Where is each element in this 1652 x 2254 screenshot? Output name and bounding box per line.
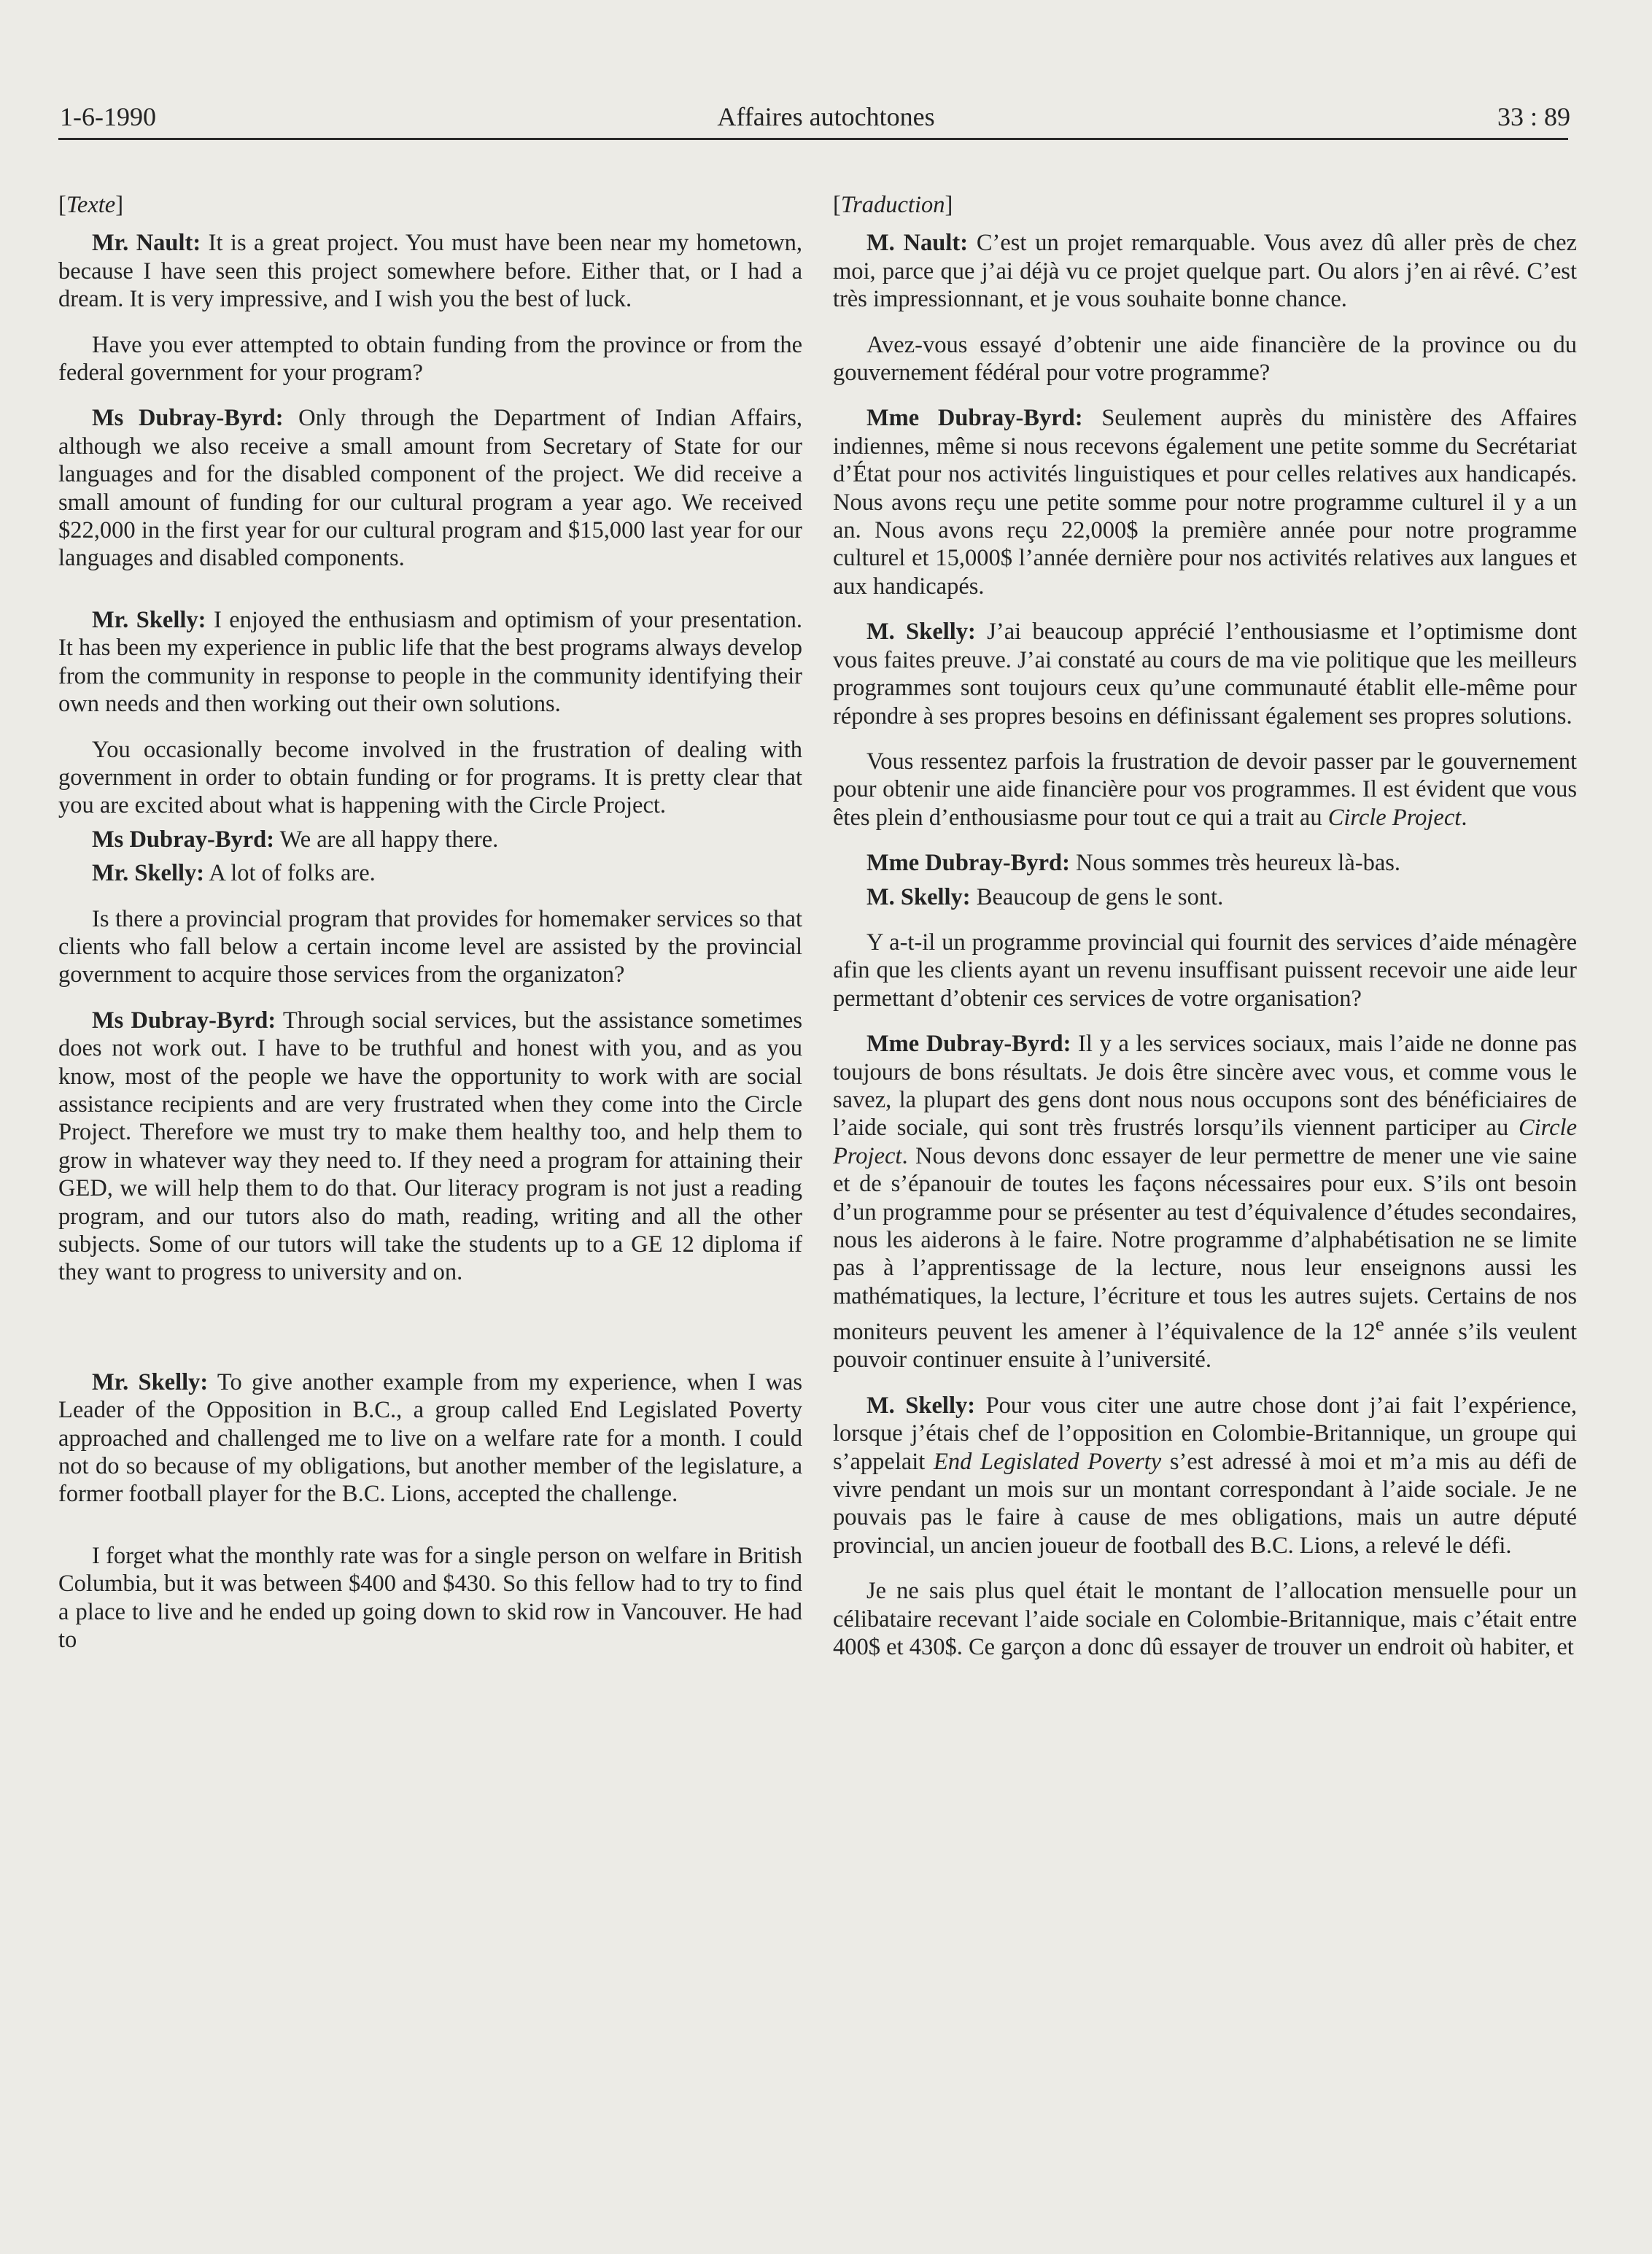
- paragraph: [833, 883, 1577, 911]
- speech-text: C’est un projet remarquable. Vous avez dû aller près de chez moi, parce que j’ai déjà vu ce projet quelque part. Ou alors j’en ai rêvé. C’est très impressionnant, et je vous souhaite bonne chance.: [833, 230, 1577, 313]
- speaker: Mme Dubray-Byrd:: [866, 405, 1083, 432]
- paragraph: [58, 606, 802, 719]
- english-column: [58, 191, 802, 1671]
- header-date: 1-6-1990: [60, 102, 156, 131]
- speech-text: Il y a les services sociaux, mais l’aide ne donne pas toujours de bons résultats. Je dois être sincère avec vous, et comme vous le savez, la plupart des gens dont nous nous occupons sont des bénéficiaires de l’aide sociale, qui sont très frustrés lorsqu’ils viennent participer au: [833, 1031, 1577, 1142]
- paragraph: [833, 849, 1577, 877]
- speaker: M. Skelly:: [866, 619, 976, 646]
- speech-text: Beaucoup de gens le sont.: [970, 883, 1224, 910]
- speaker: Mme Dubray-Byrd:: [866, 850, 1070, 877]
- speech-text: Through social services, but the assistance sometimes does not work out. I have to be truthful and honest with you, and as you know, most of the people we have the opportunity to work with are social assistance recipients and are very frustrated when they come into the Circle Project. Therefore we must try to make them healthy too, and help them to grow in whatever way they need to. If they need a program for attaining their GED, we will help them to do that. Our literacy program is not just a reading program, and our tutors also do math, reading, writing and all the other subjects. Some of our tutors will take the students up to a GE 12 diploma if they want to progress to university and on.: [58, 1007, 802, 1286]
- paragraph: [58, 826, 802, 853]
- header-page-number: 33 : 89: [1497, 102, 1570, 131]
- french-column: [833, 191, 1577, 1679]
- speaker: Mr. Skelly:: [92, 606, 206, 633]
- speech-text: I enjoyed the enthusiasm and optimism of your presentation. It has been my experience in public life that the best programs always develop from the community in response to people in the community identifying their own needs and then working out their own solutions.: [58, 606, 803, 718]
- paragraph: [58, 859, 802, 887]
- speaker: Mme Dubray-Byrd:: [866, 1031, 1071, 1058]
- paragraph: Je ne sais plus quel était le montant de l’allocation mensuelle pour un célibataire recevant l’aide sociale en Colombie-Britannique, mais c’était entre 400$ et 430$. Ce garçon a donc dû essayer de trouver un endroit où habiter, et: [833, 1578, 1577, 1661]
- project-name: Circle Project: [1327, 804, 1462, 831]
- paragraph: Is there a provincial program that provides for homemaker services so that clients who fall below a certain income level are assisted by the provincial government to acquire those services from the organizaton?: [58, 905, 802, 988]
- speech-text: To give another example from my experience, when I was Leader of the Opposition in B.C., a group called End Legislated Poverty approached and challenged me to live on a welfare rate for a month. I could not do so because of my obligations, but another member of the legislature, a former football player for the B.C. Lions, accepted the challenge.: [58, 1368, 803, 1508]
- header-title: Affaires autochtones: [717, 102, 935, 131]
- group-name: End Legislated Poverty: [934, 1448, 1162, 1475]
- paragraph: Y a-t-il un programme provincial qui fournit des services d’aide ménagère afin que les clients ayant un revenu insuffisant puissent recevoir une aide leur permettant d’obtenir ces services de votre organisation?: [833, 929, 1577, 1012]
- paragraph: [833, 618, 1577, 730]
- section-tag: [Texte]: [58, 192, 124, 218]
- paragraph: [833, 748, 1577, 832]
- speaker: M. Skelly:: [866, 883, 971, 910]
- paragraph: [833, 404, 1577, 600]
- paragraph: [58, 404, 802, 572]
- paragraph: You occasionally become involved in the frustration of dealing with government in order to obtain funding or for programs. It is pretty clear that you are excited about what is happening with the Circle Project.: [58, 736, 802, 819]
- section-tag: [Traduction]: [833, 192, 953, 218]
- header-rule: [58, 138, 1568, 140]
- speech-text: Pour vous citer une autre chose dont j’ai fait l’expérience, lorsque j’étais chef de l’opposition en Colombie-Britannique, un groupe qui s’appelait: [833, 1392, 1577, 1475]
- speaker: Ms Dubray-Byrd:: [92, 826, 275, 853]
- speech-text: J’ai beaucoup apprécié l’enthousiasme et l’optimisme dont vous faites preuve. J’ai constaté au cours de ma vie politique que les meilleurs programmes sont toujours ceux qu’une communauté établit elle-même pour répondre à ses propres besoins en définissant également ses propres solutions.: [833, 619, 1577, 729]
- speaker: Mr. Skelly:: [92, 1368, 209, 1395]
- paragraph: [833, 229, 1577, 313]
- speech-text: année s’ils veulent pouvoir continuer ensuite à l’université.: [833, 1319, 1577, 1374]
- speech-text: . Nous devons donc essayer de leur permettre de mener une vie saine et de s’épanouir de toutes les façons nécessaires pour eux. S’ils ont besoin d’un programme pour se présenter au test d’équivalence d’études secondaires, nous les aiderons à le faire. Notre programme d’alphabétisation ne se limite pas à l’apprentissage de la lecture, nous leur enseignons aussi les mathématiques, la lecture, l’écriture et tous les autres sujets. Certains de nos moniteurs peuvent les amener à l’équivalence de la 12: [833, 1142, 1577, 1346]
- speaker: Mr. Nault:: [92, 230, 201, 257]
- paragraph: I forget what the monthly rate was for a single person on welfare in British Columbia, but it was between $400 and $430. So this fellow had to try to find a place to live and he ended up going down to skid row in Vancouver. He had to: [58, 1542, 802, 1654]
- paragraph: [833, 1392, 1577, 1560]
- speaker: Ms Dubray-Byrd:: [92, 405, 284, 432]
- speech-text: .: [1461, 804, 1467, 831]
- speech-text: Only through the Department of Indian Affairs, although we also receive a small amount from Secretary of State for our languages and for the disabled component of the project. We did receive a small amount of funding for our cultural program a year ago. We received $22,000 in the first year for our cultural program and $15,000 last year for our languages and disabled components.: [58, 405, 802, 572]
- speech-text: A lot of folks are.: [204, 860, 376, 887]
- speaker: Mr. Skelly:: [92, 860, 205, 887]
- speech-text: It is a great project. You must have been near my hometown, because I have seen this project somewhere before. Either that, or I had a dream. It is very impressive, and I wish you the best of luck.: [58, 230, 803, 313]
- paragraph: Have you ever attempted to obtain funding from the province or from the federal government for your program?: [58, 331, 802, 387]
- paragraph: [58, 229, 802, 313]
- speaker: Ms Dubray-Byrd:: [92, 1007, 276, 1034]
- speech-text: Nous sommes très heureux là-bas.: [1069, 850, 1401, 877]
- speech-text: Seulement auprès du ministère des Affaires indiennes, même si nous recevons également une petite somme du Secrétariat d’État pour nos activités linguistiques et pour celles relatives aux handicapés. Nous avons reçu une petite somme pour notre programme culturel il y a un an. Nous avons reçu 22,000$ la première année pour notre programme culturel et 15,000$ l’année dernière pour nos activités relatives aux langues et aux handicapés.: [833, 405, 1577, 600]
- speech-text: Vous ressentez parfois la frustration de devoir passer par le gouvernement pour obtenir une aide financière pour vos programmes. Il est évident que vous êtes plein d’enthousiasme pour tout ce qui a trait au: [833, 748, 1577, 831]
- speaker: M. Nault:: [866, 230, 969, 257]
- paragraph: [833, 1030, 1577, 1374]
- project-name: Circle Project: [833, 1115, 1577, 1169]
- paragraph: Avez-vous essayé d’obtenir une aide financière de la province ou du gouvernement fédéral pour votre programme?: [833, 331, 1577, 387]
- speech-text: s’est adressé à moi et m’a mis au défi de vivre pendant un mois sur un montant correspondant à l’aide sociale. Je ne pouvais pas le faire à cause de mes obligations, mais un autre député provincial, un ancien joueur de football des B.C. Lions, a relevé le défi.: [833, 1448, 1577, 1559]
- paragraph: [58, 1007, 802, 1287]
- speaker: M. Skelly:: [866, 1392, 976, 1419]
- superscript: e: [1375, 1313, 1384, 1336]
- paragraph: [58, 1368, 802, 1509]
- speech-text: We are all happy there.: [274, 826, 499, 853]
